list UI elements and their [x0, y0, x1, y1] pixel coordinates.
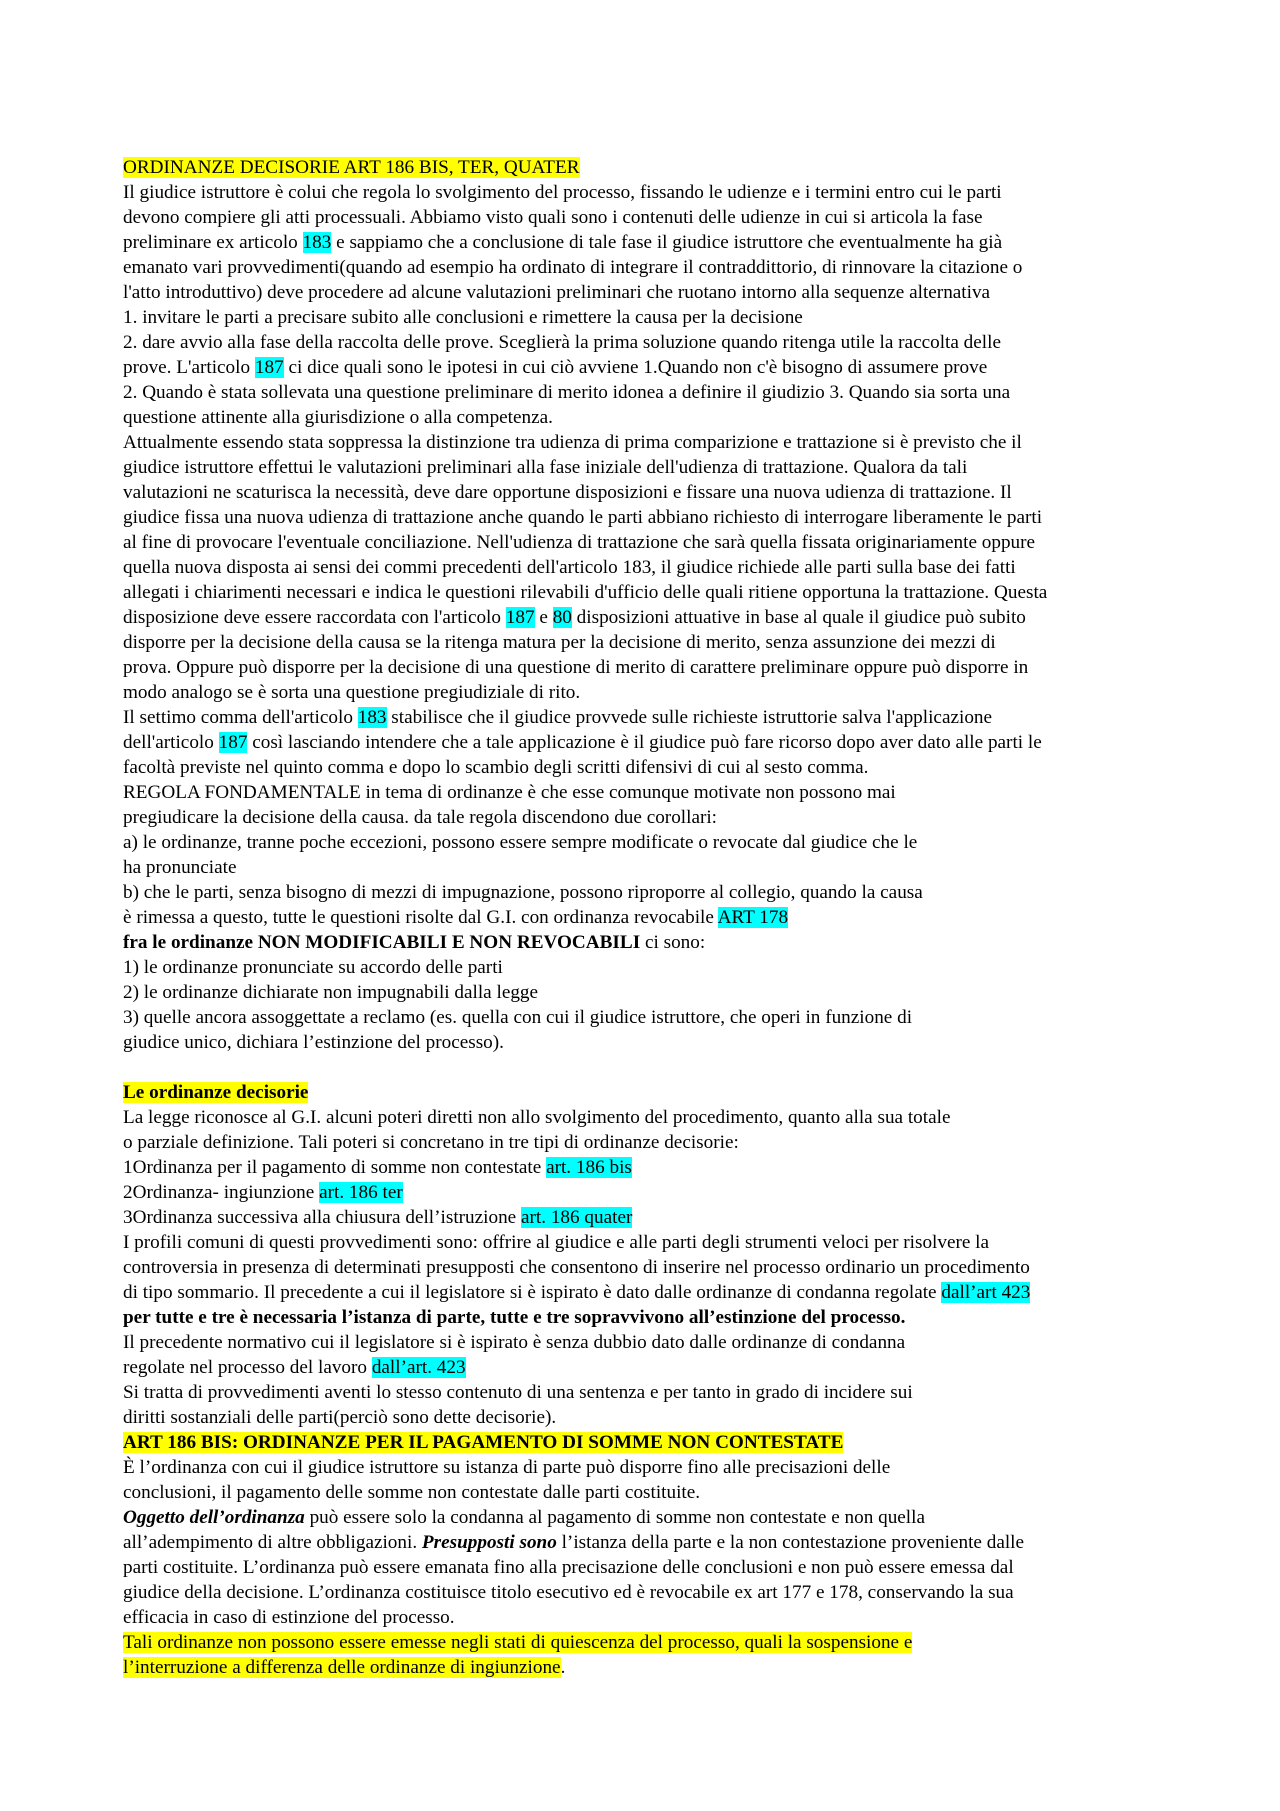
text-span: regolate nel processo del lavoro — [123, 1357, 372, 1378]
document-page — [123, 155, 1168, 1680]
heading-highlight: Le ordinanze decisorie — [123, 1082, 309, 1103]
text-line — [123, 1280, 1168, 1305]
text-line: giudice della decisione. L’ordinanza costituisce titolo esecutivo ed è revocabile ex art 177 e 178, conservando la sua — [123, 1582, 1014, 1603]
text-line: quella nuova disposta ai sensi dei commi precedenti dell'articolo 183, il giudice richiede alle parti sulla base dei fatti — [123, 557, 1016, 578]
sentence-highlight: Tali ordinanze non possono essere emesse negli stati di quiescenza del processo, quali la sospensione e — [123, 1632, 913, 1653]
text-line: prova. Oppure può disporre per la decisione di una questione di merito di carattere preliminare oppure può disporre in — [123, 657, 1029, 678]
list-item: 3) quelle ancora assoggettate a reclamo (es. quella con cui il giudice istruttore, che operi in funzione di — [123, 1007, 913, 1028]
text-line: allegati i chiarimenti necessari e indica le questioni rilevabili d'ufficio delle quali ritiene opportuna la trattazione. Questa — [123, 582, 1048, 603]
text-line: 1. invitare le parti a precisare subito alle conclusioni e rimettere la causa per la decisione — [123, 307, 803, 328]
text-line: conclusioni, il pagamento delle somme non contestate dalle parti costituite. — [123, 1482, 701, 1503]
section-heading — [123, 1080, 1168, 1105]
text-line — [123, 1505, 1168, 1530]
text-span: può essere solo la condanna al pagamento di somme non contestate e non quella — [304, 1507, 925, 1528]
text-span: è rimessa a questo, tutte le questioni risolte dal G.I. con ordinanza revocabile — [123, 907, 718, 928]
sentence-highlight: l’interruzione a differenza delle ordinanze di ingiunzione — [123, 1657, 561, 1678]
text-line: È l’ordinanza con cui il giudice istruttore su istanza di parte può disporre fino alle precisazioni delle — [123, 1457, 891, 1478]
document-title — [123, 155, 1168, 180]
text-line — [123, 905, 1168, 930]
text-span: e — [534, 607, 553, 628]
text-span: all’adempimento di altre obbligazioni. — [123, 1532, 422, 1553]
text-line: Il giudice istruttore è colui che regola lo svolgimento del processo, fissando le udienze e i termini entro cui le parti — [123, 182, 1002, 203]
ref-highlight: 183 — [357, 707, 387, 728]
text-span: stabilisce che il giudice provvede sulle richieste istruttorie salva l'applicazione — [386, 707, 993, 728]
text-line: 2. Quando è stata sollevata una questione preliminare di merito idonea a definire il giudizio 3. Quando sia sorta una — [123, 382, 1011, 403]
text-line — [123, 605, 1168, 630]
text-line: giudice unico, dichiara l’estinzione del processo). — [123, 1032, 504, 1053]
text-span: dell'articolo — [123, 732, 219, 753]
text-span: disposizioni attuative in base al quale il giudice può subito — [571, 607, 1026, 628]
list-item: b) che le parti, senza bisogno di mezzi di impugnazione, possono riproporre al collegio, quando la causa — [123, 882, 923, 903]
ref-highlight: 187 — [505, 607, 535, 628]
text-line: Attualmente essendo stata soppressa la distinzione tra udienza di prima comparizione e trattazione si è previsto che il — [123, 432, 1022, 453]
bold-span: fra le ordinanze NON MODIFICABILI E NON REVOCABILI — [123, 932, 641, 953]
text-line — [123, 1530, 1168, 1555]
ref-highlight: art. 186 quater — [521, 1207, 633, 1228]
text-span: disposizione deve essere raccordata con l'articolo — [123, 607, 506, 628]
ref-highlight: art. 186 bis — [546, 1157, 632, 1178]
heading-highlight: ORDINANZE PER IL PAGAMENTO DI SOMME NON CONTESTATE — [243, 1432, 844, 1453]
text-line: REGOLA FONDAMENTALE in tema di ordinanze è che esse comunque motivate non possono mai — [123, 782, 896, 803]
list-item: a) le ordinanze, tranne poche eccezioni, possono essere sempre modificate o revocate dal giudice che le — [123, 832, 918, 853]
text-span: ci dice quali sono le ipotesi in cui ciò avviene 1.Quando non c'è bisogno di assumere prove — [283, 357, 988, 378]
text-line: al fine di provocare l'eventuale conciliazione. Nell'udienza di trattazione che sarà quella fissata originariamente oppure — [123, 532, 1036, 553]
heading-separator: : — [231, 1432, 243, 1453]
ref-highlight: 80 — [552, 607, 572, 628]
text-line: diritti sostanziali delle parti(perciò sono dette decisorie). — [123, 1407, 557, 1428]
text-line: giudice istruttore effettui le valutazioni preliminari alla fase iniziale dell'udienza di trattazione. Qualora da tali — [123, 457, 968, 478]
text-line: l'atto introduttivo) deve procedere ad alcune valutazioni preliminari che ruotano intorno alla sequenze alternativa — [123, 282, 991, 303]
text-span: così lasciando intendere che a tale applicazione è il giudice può fare ricorso dopo aver dato alle parti le — [247, 732, 1042, 753]
heading-highlight: ART 186 BIS — [123, 1432, 232, 1453]
ref-highlight: 183 — [302, 232, 332, 253]
list-item: 1) le ordinanze pronunciate su accordo delle parti — [123, 957, 503, 978]
bold-italic-span: Oggetto dell’ordinanza — [123, 1507, 305, 1528]
text-span: l’istanza della parte e la non contestazione proveniente dalle — [556, 1532, 1025, 1553]
bold-line: per tutte e tre è necessaria l’istanza di parte, tutte e tre sopravvivono all’estinzione del processo. — [123, 1307, 906, 1328]
blank-line — [123, 1055, 1168, 1080]
text-line — [123, 1655, 1168, 1680]
text-line: o parziale definizione. Tali poteri si concretano in tre tipi di ordinanze decisorie: — [123, 1132, 739, 1153]
text-line: modo analogo se è sorta una questione pregiudiziale di rito. — [123, 682, 581, 703]
text-line: efficacia in caso di estinzione del processo. — [123, 1607, 455, 1628]
text-line: La legge riconosce al G.I. alcuni poteri diretti non allo svolgimento del procedimento, quanto alla sua totale — [123, 1107, 951, 1128]
ref-highlight: ART 178 — [717, 907, 789, 928]
section-ordinanze-decisorie — [123, 1080, 1168, 1430]
text-line: disporre per la decisione della causa se la ritenga matura per la decisione di merito, senza assunzione dei mezzi di — [123, 632, 996, 653]
text-line: ha pronunciate — [123, 857, 237, 878]
text-line: Si tratta di provvedimenti aventi lo stesso contenuto di una sentenza e per tanto in grado di incidere sui — [123, 1382, 913, 1403]
ref-highlight: 187 — [218, 732, 248, 753]
text-line: pregiudicare la decisione della causa. da tale regola discendono due corollari: — [123, 807, 718, 828]
text-line: 2. dare avvio alla fase della raccolta delle prove. Sceglierà la prima soluzione quando ritenga utile la raccolta delle — [123, 332, 1001, 353]
text-line: valutazioni ne scaturisca la necessità, deve dare opportune disposizioni e fissare una nuova udienza di trattazione. Il — [123, 482, 1012, 503]
ref-highlight: 187 — [254, 357, 284, 378]
paragraph-regola-fondamentale — [123, 780, 1168, 1055]
text-span: preliminare ex articolo — [123, 232, 303, 253]
title-highlight: ORDINANZE DECISORIE ART 186 BIS, TER, QUATER — [123, 157, 580, 178]
text-line: devono compiere gli atti processuali. Abbiamo visto quali sono i contenuti delle udienze in cui si articola la fase — [123, 207, 983, 228]
list-item — [123, 1155, 1168, 1180]
paragraph-trattazione — [123, 430, 1168, 705]
text-span: prove. L'articolo — [123, 357, 255, 378]
text-line — [123, 705, 1168, 730]
text-line: facoltà previste nel quinto comma e dopo lo scambio degli scritti difensivi di cui al sesto comma. — [123, 757, 869, 778]
paragraph-settimo-comma — [123, 705, 1168, 780]
list-item — [123, 1205, 1168, 1230]
text-span: e sappiamo che a conclusione di tale fase il giudice istruttore che eventualmente ha già — [331, 232, 1003, 253]
section-heading — [123, 1430, 1168, 1455]
section-art-186-bis — [123, 1430, 1168, 1680]
text-line: parti costituite. L’ordinanza può essere emanata fino alla precisazione delle conclusioni e non può essere emessa dal — [123, 1557, 1014, 1578]
text-span: . — [560, 1657, 566, 1678]
text-line — [123, 355, 1168, 380]
text-span: ci sono: — [640, 932, 706, 953]
text-line: I profili comuni di questi provvedimenti sono: offrire al giudice e alle parti degli strumenti veloci per risolvere la — [123, 1232, 990, 1253]
list-item — [123, 1180, 1168, 1205]
text-line — [123, 730, 1168, 755]
ref-highlight: art. 186 ter — [319, 1182, 403, 1203]
text-line — [123, 1630, 1168, 1655]
text-span: 2Ordinanza- ingiunzione — [123, 1182, 320, 1203]
text-line — [123, 930, 1168, 955]
text-span: 3Ordinanza successiva alla chiusura dell’istruzione — [123, 1207, 521, 1228]
text-line: controversia in presenza di determinati presupposti che consentono di inserire nel processo ordinario un procedimento — [123, 1257, 1030, 1278]
paragraph-intro — [123, 180, 1168, 430]
ref-highlight: dall’art 423 — [941, 1282, 1031, 1303]
text-line — [123, 1355, 1168, 1380]
text-span: di tipo sommario. Il precedente a cui il legislatore si è ispirato è dato dalle ordinanze di condanna regolate — [123, 1282, 942, 1303]
text-line — [123, 230, 1168, 255]
text-line: Il precedente normativo cui il legislatore si è ispirato è senza dubbio dato dalle ordinanze di condanna — [123, 1332, 906, 1353]
text-span: 1Ordinanza per il pagamento di somme non contestate — [123, 1157, 547, 1178]
text-line: questione attinente alla giurisdizione o alla competenza. — [123, 407, 553, 428]
list-item: 2) le ordinanze dichiarate non impugnabili dalla legge — [123, 982, 539, 1003]
text-line: giudice fissa una nuova udienza di trattazione anche quando le parti abbiano richiesto di interrogare liberamente le parti — [123, 507, 1043, 528]
ref-highlight: dall’art. 423 — [371, 1357, 466, 1378]
text-line: emanato vari provvedimenti(quando ad esempio ha ordinato di integrare il contraddittorio, di rinnovare la citazione o — [123, 257, 1023, 278]
bold-italic-span: Presupposti sono — [421, 1532, 557, 1553]
text-span: Il settimo comma dell'articolo — [123, 707, 358, 728]
